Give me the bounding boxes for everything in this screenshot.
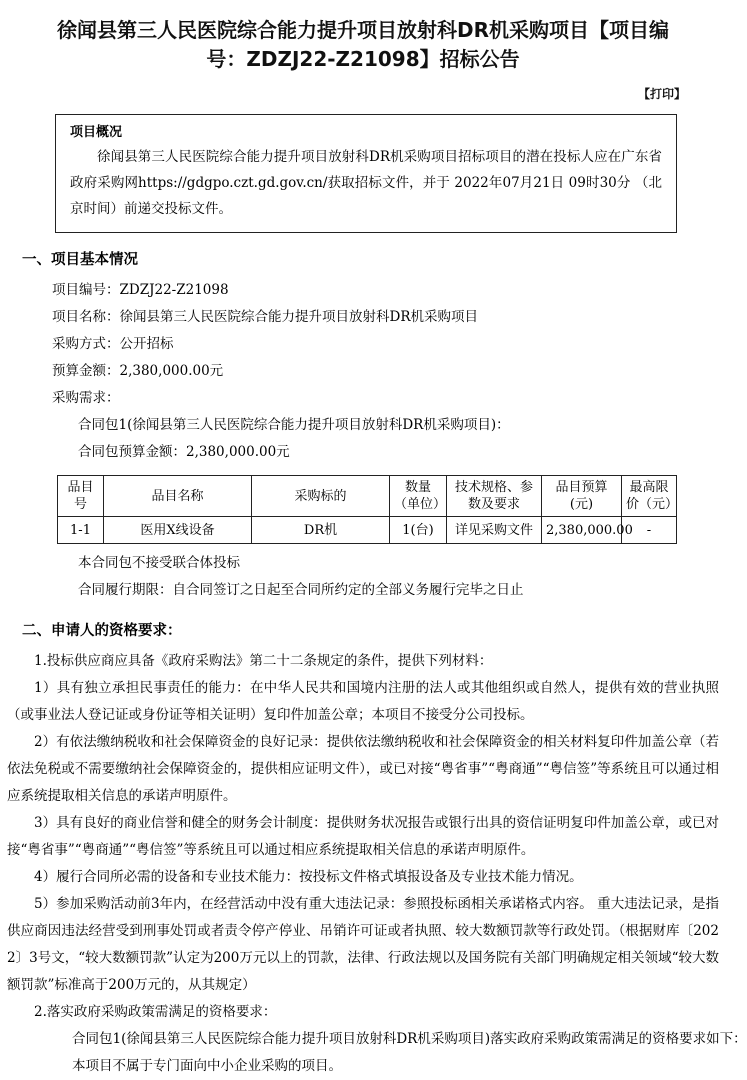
col-header-procurement-target: 采购标的 [252, 476, 390, 517]
qualification-para-2: 2.落实政府采购政策需满足的资格要求： [34, 1004, 277, 1020]
qualification-para-1-5: 5）参加采购活动前3年内，在经营活动中没有重大违法记录：参照投标函相关承诺格式内容。 重大违法记录，是指供应商因违法经营受到刑事处罚或者责令停产停业、吊销许可证或者执照、较大数额罚款等行政处罚。（根据财库〔2022〕3号文，“较大数额罚款”认定为200万元以上的罚款，法律、行政法规以及国务院有关部门明确规定相关领域“较大数额罚款”标准高于200万元的，从其规定） [7, 896, 719, 993]
contract-period-note: 合同履行期限：自合同签订之日起至合同所约定的全部义务履行完毕之日止 [78, 582, 524, 598]
items-table [57, 475, 677, 544]
col-header-max-price: 最高限价（元） [622, 476, 677, 517]
procurement-demand-line: 采购需求： [52, 390, 120, 406]
budget-amount-line: 预算金额：2,380,000.00元 [52, 363, 224, 379]
cell-quantity: 1(台) [390, 517, 447, 544]
no-consortium-note: 本合同包不接受联合体投标 [78, 555, 240, 571]
print-button[interactable]: 【打印】 [637, 87, 686, 101]
print-row [0, 86, 726, 102]
items-table-header-row [58, 476, 677, 517]
cell-procurement-target: DR机 [252, 517, 390, 544]
cell-max-price: - [622, 517, 677, 544]
qualification-para-1-2: 2）有依法缴纳税收和社会保障资金的良好记录：提供依法缴纳税收和社会保障资金的相关材料复印件加盖公章（若依法免税或不需要缴纳社会保障资金的，提供相应证明文件），或已对接“粤省事”“粤商通”“粤信签”等系统且可以通过相应系统提取相关信息的承诺声明原件。 [7, 734, 719, 804]
page-title: 徐闻县第三人民医院综合能力提升项目放射科DR机采购项目【项目编号：ZDZJ22-Z21098】招标公告 [56, 18, 669, 71]
col-header-tech-spec: 技术规格、参数及要求 [447, 476, 542, 517]
items-table-row [58, 517, 677, 544]
section2-heading: 二、申请人的资格要求： [22, 622, 182, 639]
procurement-method-line: 采购方式：公开招标 [52, 336, 174, 352]
qualification-para-1-4: 4）履行合同所必需的设备和专业技术能力：按投标文件格式填报设备及专业技术能力情况。 [34, 869, 583, 885]
cell-tech-spec: 详见采购文件 [447, 517, 542, 544]
section-qualification [0, 617, 747, 1080]
qualification-para-1-3: 3）具有良好的商业信誉和健全的财务会计制度：提供财务状况报告或银行出具的资信证明复印件加盖公章，或已对接“粤省事”“粤商通”“粤信签”等系统且可以通过相应系统提取相关信息的承诺声明原件。 [7, 815, 719, 858]
overview-heading: 项目概况 [70, 125, 123, 140]
project-name-line: 项目名称：徐闻县第三人民医院综合能力提升项目放射科DR机采购项目 [52, 309, 478, 325]
cell-item-name: 医用X线设备 [104, 517, 252, 544]
contract-package-line: 合同包1(徐闻县第三人民医院综合能力提升项目放射科DR机采购项目)： [78, 417, 510, 433]
policy-requirement-line: 合同包1(徐闻县第三人民医院综合能力提升项目放射科DR机采购项目)落实政府采购政策需满足的资格要求如下： [72, 1031, 747, 1047]
qualification-para-1: 1.投标供应商应具备《政府采购法》第二十二条规定的条件，提供下列材料： [34, 653, 493, 669]
project-number-line: 项目编号：ZDZJ22-Z21098 [52, 282, 229, 298]
section-basic-info [0, 246, 726, 604]
overview-text: 徐闻县第三人民医院综合能力提升项目放射科DR机采购项目招标项目的潜在投标人应在广东省政府采购网https://gdgpo.czt.gd.gov.cn/获取招标文件，并于 2022年07月21日 09时30分 （北京时间）前递交投标文件。 [70, 149, 662, 217]
qualification-para-1-1: 1）具有独立承担民事责任的能力：在中华人民共和国境内注册的法人或其他组织或自然人，提供有效的营业执照（或事业法人登记证或身份证等相关证明）复印件加盖公章；本项目不接受分公司投标。 [7, 680, 719, 723]
sme-note-line: 本项目不属于专门面向中小企业采购的项目。 [72, 1058, 342, 1074]
col-header-item-budget: 品目预算(元) [542, 476, 622, 517]
cell-item-budget: 2,380,000.00 [542, 517, 622, 544]
col-header-item-name: 品目名称 [104, 476, 252, 517]
col-header-item-no: 品目号 [58, 476, 104, 517]
section1-heading: 一、项目基本情况 [22, 251, 138, 268]
cell-item-no: 1-1 [58, 517, 104, 544]
project-overview-box [55, 114, 677, 233]
contract-package-budget-line: 合同包预算金额：2,380,000.00元 [78, 444, 290, 460]
col-header-quantity: 数量（单位） [390, 476, 447, 517]
